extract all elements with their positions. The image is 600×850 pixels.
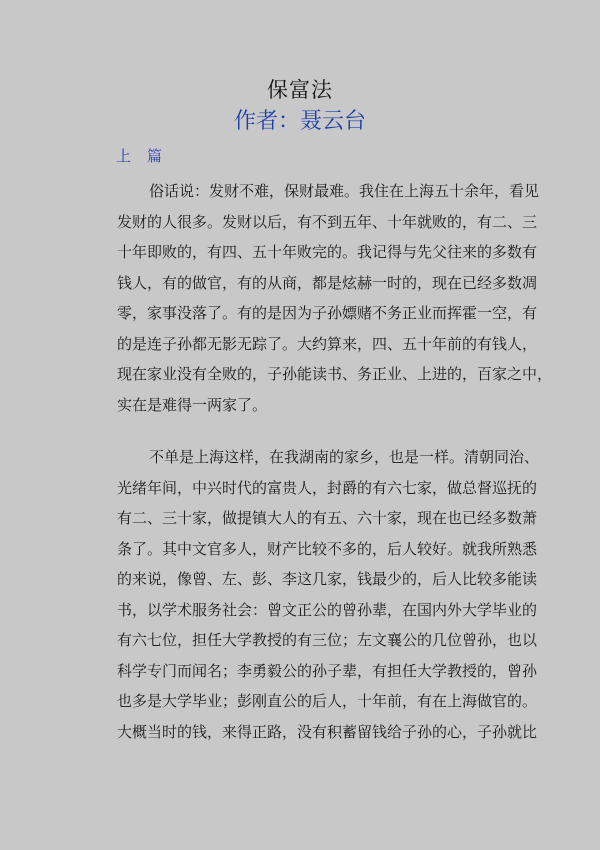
paragraph-1 [87,176,553,420]
text-line: 有二、三十家，做提镇大人的有五、六十家，现在也已经多数萧 [117,509,538,527]
text-line: 条了。其中文官多人，财产比较不多的，后人较好。就我所熟悉 [117,539,538,558]
paragraph-2 [87,442,540,747]
text-line: 的是连子孙都无影无踪了。大约算来，四、五十年前的有钱人， [117,334,538,353]
text-line: 实在是难得一两家了。 [117,395,268,414]
text-line: 现在家业没有全败的，子孙能读书、务正业、上进的，百家之中， [117,365,553,383]
text-line: 发财的人很多。发财以后，有不到五年、十年就败的，有二、三 [117,212,538,231]
text-line: 科学专门而闻名；李勇毅公的孙子辈，有担任大学教授的，曾孙 [117,661,538,680]
section-heading-part-1: 上 [116,147,132,165]
text-line: 也多是大学毕业；彭刚直公的后人，十年前，有在上海做官的。 [117,692,538,710]
text-line: 不单是上海这样，在我湖南的家乡，也是一样。清朝同治、 [149,448,540,466]
text-line: 书，以学术服务社会：曾文正公的曾孙辈，在国内外大学毕业的 [117,600,538,619]
text-line: 有六七位，担任大学教授的有三位；左文襄公的几位曾孙，也以 [117,631,538,649]
section-heading-part-2: 篇 [147,147,163,165]
text-line: 十年即败的，有四、五十年败完的。我记得与先父往来的多数有 [117,243,538,261]
text-line: 的来说，像曾、左、彭、李这几家，钱最少的，后人比较多能读 [117,570,538,588]
text-line: 大概当时的钱，来得正路，没有积蓄留钱给子孙的心，子孙就比 [117,722,538,741]
text-line: 俗话说：发财不难，保财最难。我住在上海五十余年，看见 [149,182,540,200]
document-body [87,176,553,747]
text-line: 零，家事没落了。有的是因为子孙嫖赌不务正业而挥霍一空，有 [117,304,538,322]
section-heading [116,145,162,166]
document-title: 保富法 [267,78,333,102]
text-line: 光绪年间，中兴时代的富贵人，封爵的有六七家，做总督巡抚的 [117,478,538,497]
document-author: 作者：聂云台 [233,109,366,134]
text-line: 钱人，有的做官，有的从商，都是炫赫一时的，现在已经多数凋 [117,273,538,292]
